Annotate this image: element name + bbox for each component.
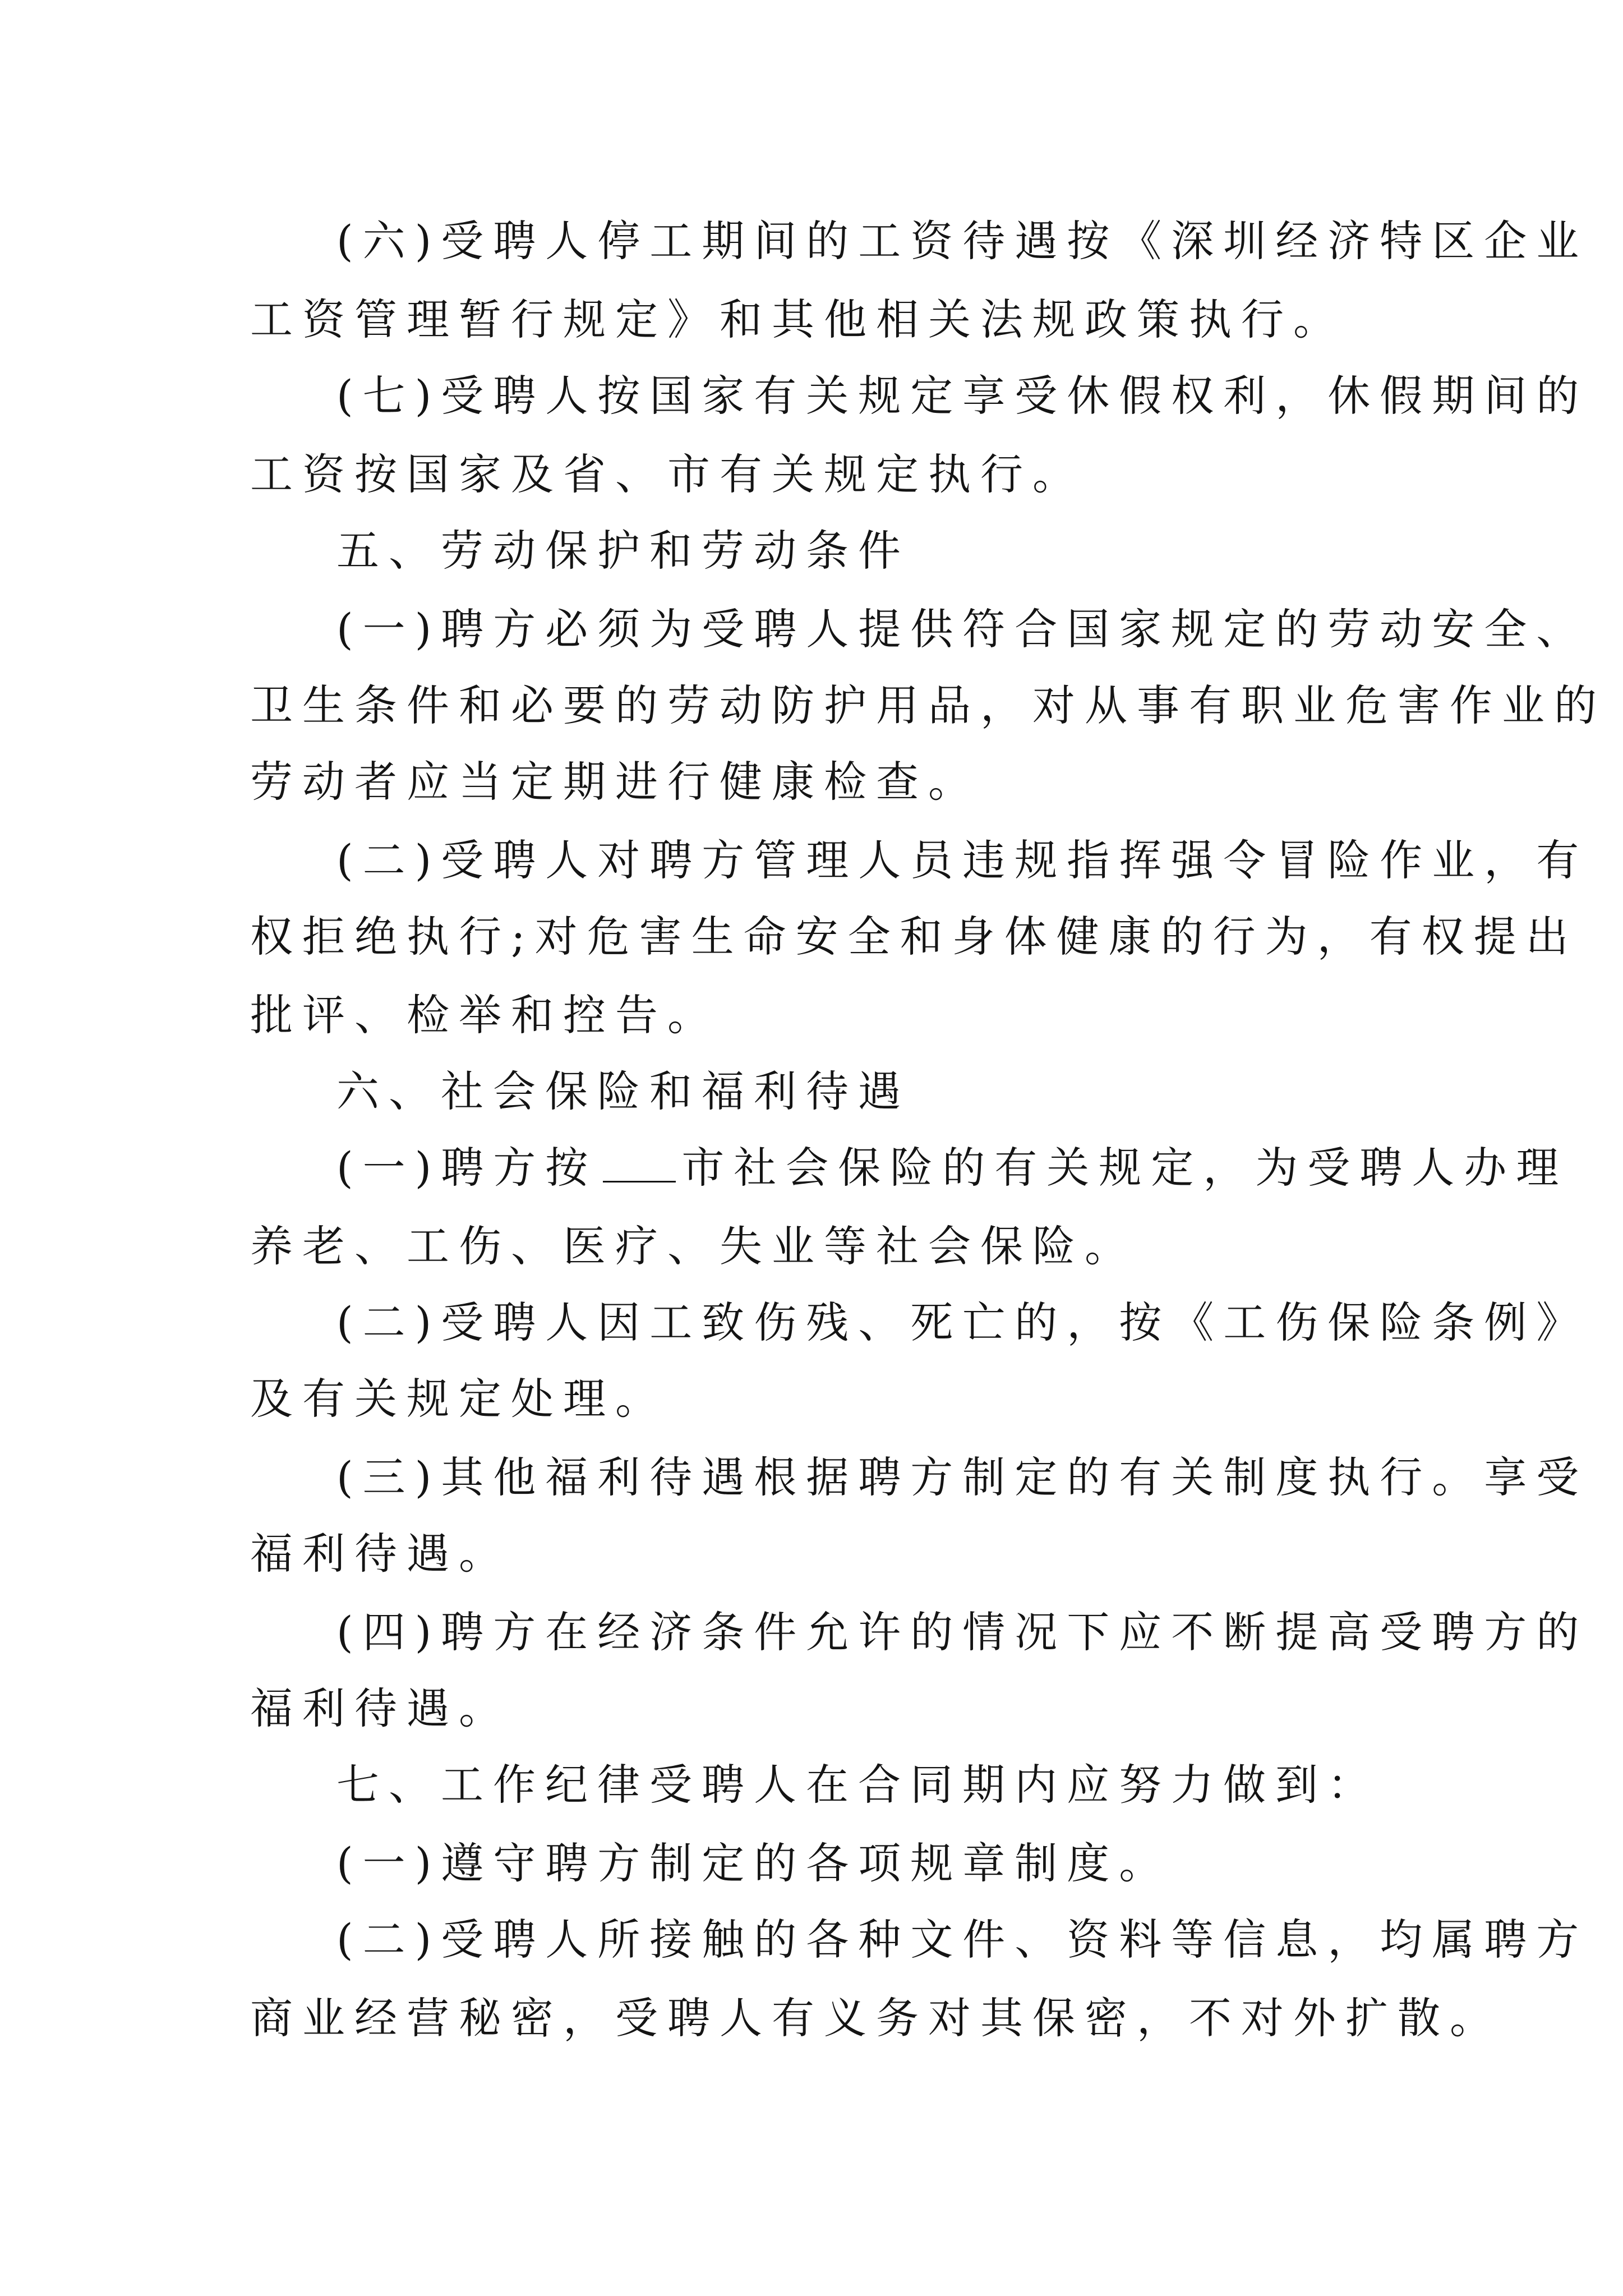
- fill-in-blank: [603, 1145, 676, 1182]
- paragraph-line: (四)聘方在经济条件允许的情况下应不断提高受聘方的: [336, 1607, 1589, 1657]
- paragraph-line: (六)受聘人停工期间的工资待遇按《深圳经济特区企业: [336, 216, 1589, 266]
- paragraph-line: 工资管理暂行规定》和其他相关法规政策执行。: [250, 295, 1345, 344]
- paragraph-line: (三)其他福利待遇根据聘方制定的有关制度执行。享受: [336, 1452, 1589, 1502]
- paragraph-line: 福利待遇。: [250, 1683, 511, 1733]
- paragraph-line: 权拒绝执行;对危害生命安全和身体健康的行为，有权提出: [250, 912, 1578, 961]
- paragraph-line: 工资按国家及省、市有关规定执行。: [250, 449, 1085, 499]
- section-heading: 六、社会保险和福利待遇: [336, 1066, 910, 1116]
- paragraph-line: 及有关规定处理。: [250, 1374, 667, 1424]
- clause-text: 市社会保险的有关规定，为受聘人办理: [681, 1143, 1569, 1193]
- paragraph-line-with-blank: [336, 1140, 1568, 1196]
- paragraph-line: (一)遵守聘方制定的各项规章制度。: [336, 1838, 1172, 1888]
- paragraph-line: (二)受聘人因工致伤残、死亡的，按《工伤保险条例》: [336, 1297, 1589, 1347]
- paragraph-line: (一)聘方必须为受聘人提供符合国家规定的劳动安全、: [336, 604, 1589, 654]
- paragraph-line: 福利待遇。: [250, 1529, 511, 1579]
- paragraph-line: (二)受聘人所接触的各种文件、资料等信息，均属聘方: [336, 1915, 1589, 1964]
- paragraph-line: (二)受聘人对聘方管理人员违规指挥强令冒险作业，有: [336, 835, 1589, 885]
- section-heading: 七、工作纪律受聘人在合同期内应努力做到：: [336, 1760, 1380, 1810]
- paragraph-line: 卫生条件和必要的劳动防护用品，对从事有职业危害作业的: [250, 680, 1606, 730]
- clause-text: (一)聘方按: [336, 1143, 598, 1193]
- paragraph-line: 批评、检举和控告。: [250, 990, 720, 1040]
- paragraph-line: 商业经营秘密，受聘人有义务对其保密，不对外扩散。: [250, 1993, 1502, 2043]
- paragraph-line: (七)受聘人按国家有关规定享受休假权利，休假期间的: [336, 371, 1589, 421]
- paragraph-line: 劳动者应当定期进行健康检查。: [250, 757, 980, 807]
- section-heading: 五、劳动保护和劳动条件: [336, 526, 910, 576]
- paragraph-line: 养老、工伤、医疗、失业等社会保险。: [250, 1221, 1137, 1271]
